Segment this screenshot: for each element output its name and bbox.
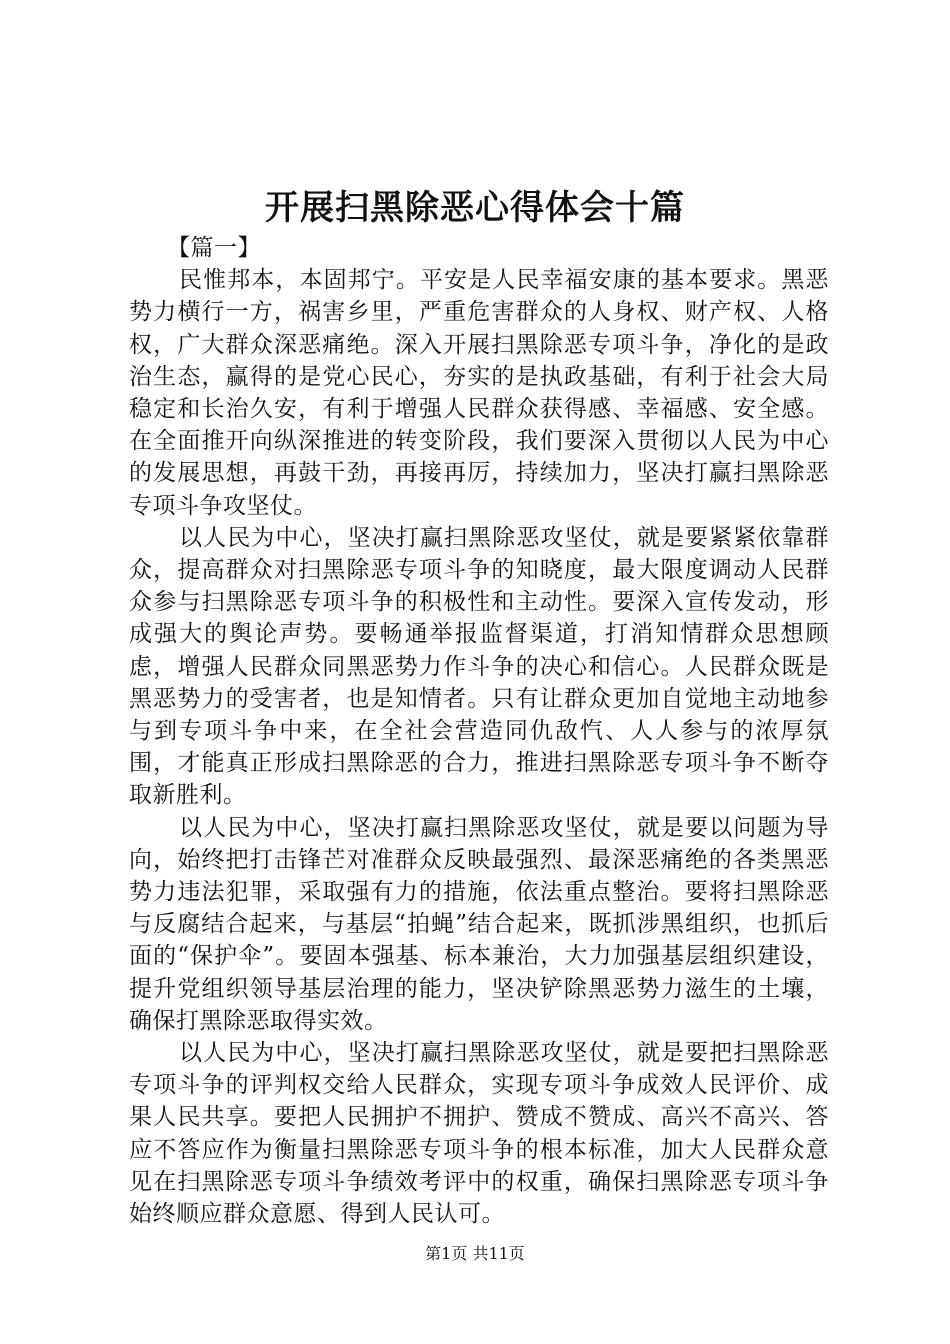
paragraph-2: 以人民为中心，坚决打赢扫黑除恶攻坚仗，就是要紧紧依靠群众，提高群众对扫黑除恶专项斗争的知晓度，最大限度调动人民群众参与扫黑除恶专项斗争的积极性和主动性。要深入宣传发动，形成强大的舆论声势。要畅通举报监督渠道，打消知情群众思想顾虑，增强人民群众同黑恶势力作斗争的决心和信心。人民群众既是黑恶势力的受害者，也是知情者。只有让群众更加自觉地主动地参与到专项斗争中来，在全社会营造同仇敌忾、人人参与的浓厚氛围，才能真正形成扫黑除恶的合力，推进扫黑除恶专项斗争不断夺取新胜利。 bbox=[129, 524, 829, 809]
document-title: 开展扫黑除恶心得体会十篇 bbox=[265, 188, 685, 228]
paragraph-1: 民惟邦本，本固邦宁。平安是人民幸福安康的基本要求。黑恶势力横行一方，祸害乡里，严重危害群众的人身权、财产权、人格权，广大群众深恶痛绝。深入开展扫黑除恶专项斗争，净化的是政治生态，赢得的是党心民心，夯实的是执政基础，有利于社会大局稳定和长治久安，有利于增强人民群众获得感、幸福感、安全感。在全面推开向纵深推进的转变阶段，我们要深入贯彻以人民为中心的发展思想，再鼓干劲，再接再厉，持续加力，坚决打赢扫黑除恶专项斗争攻坚仗。 bbox=[129, 267, 829, 519]
paragraph-4: 以人民为中心，坚决打赢扫黑除恶攻坚仗，就是要把扫黑除恶专项斗争的评判权交给人民群众，实现专项斗争成效人民评价、成果人民共享。要把人民拥护不拥护、赞成不赞成、高兴不高兴、答应不答应作为衡量扫黑除恶专项斗争的根本标准，加大人民群众意见在扫黑除恶专项斗争绩效考评中的权重，确保扫黑除恶专项斗争始终顺应群众意愿、得到人民认可。 bbox=[129, 1040, 829, 1228]
document-body bbox=[129, 232, 829, 1230]
page-footer: 第1页 共11页 bbox=[425, 1244, 525, 1263]
paragraph-3: 以人民为中心，坚决打赢扫黑除恶攻坚仗，就是要以问题为导向，始终把打击锋芒对准群众反映最强烈、最深恶痛绝的各类黑恶势力违法犯罪，采取强有力的措施，依法重点整治。要将扫黑除恶与反腐结合起来，与基层“拍蝇”结合起来，既抓涉黑组织，也抓后面的“保护伞”。要固本强基、标本兼治，大力加强基层组织建设，提升党组织领导基层治理的能力，坚决铲除黑恶势力滋生的土壤，确保打黑除恶取得实效。 bbox=[129, 814, 829, 1034]
section-heading: 【篇一】 bbox=[167, 235, 261, 261]
